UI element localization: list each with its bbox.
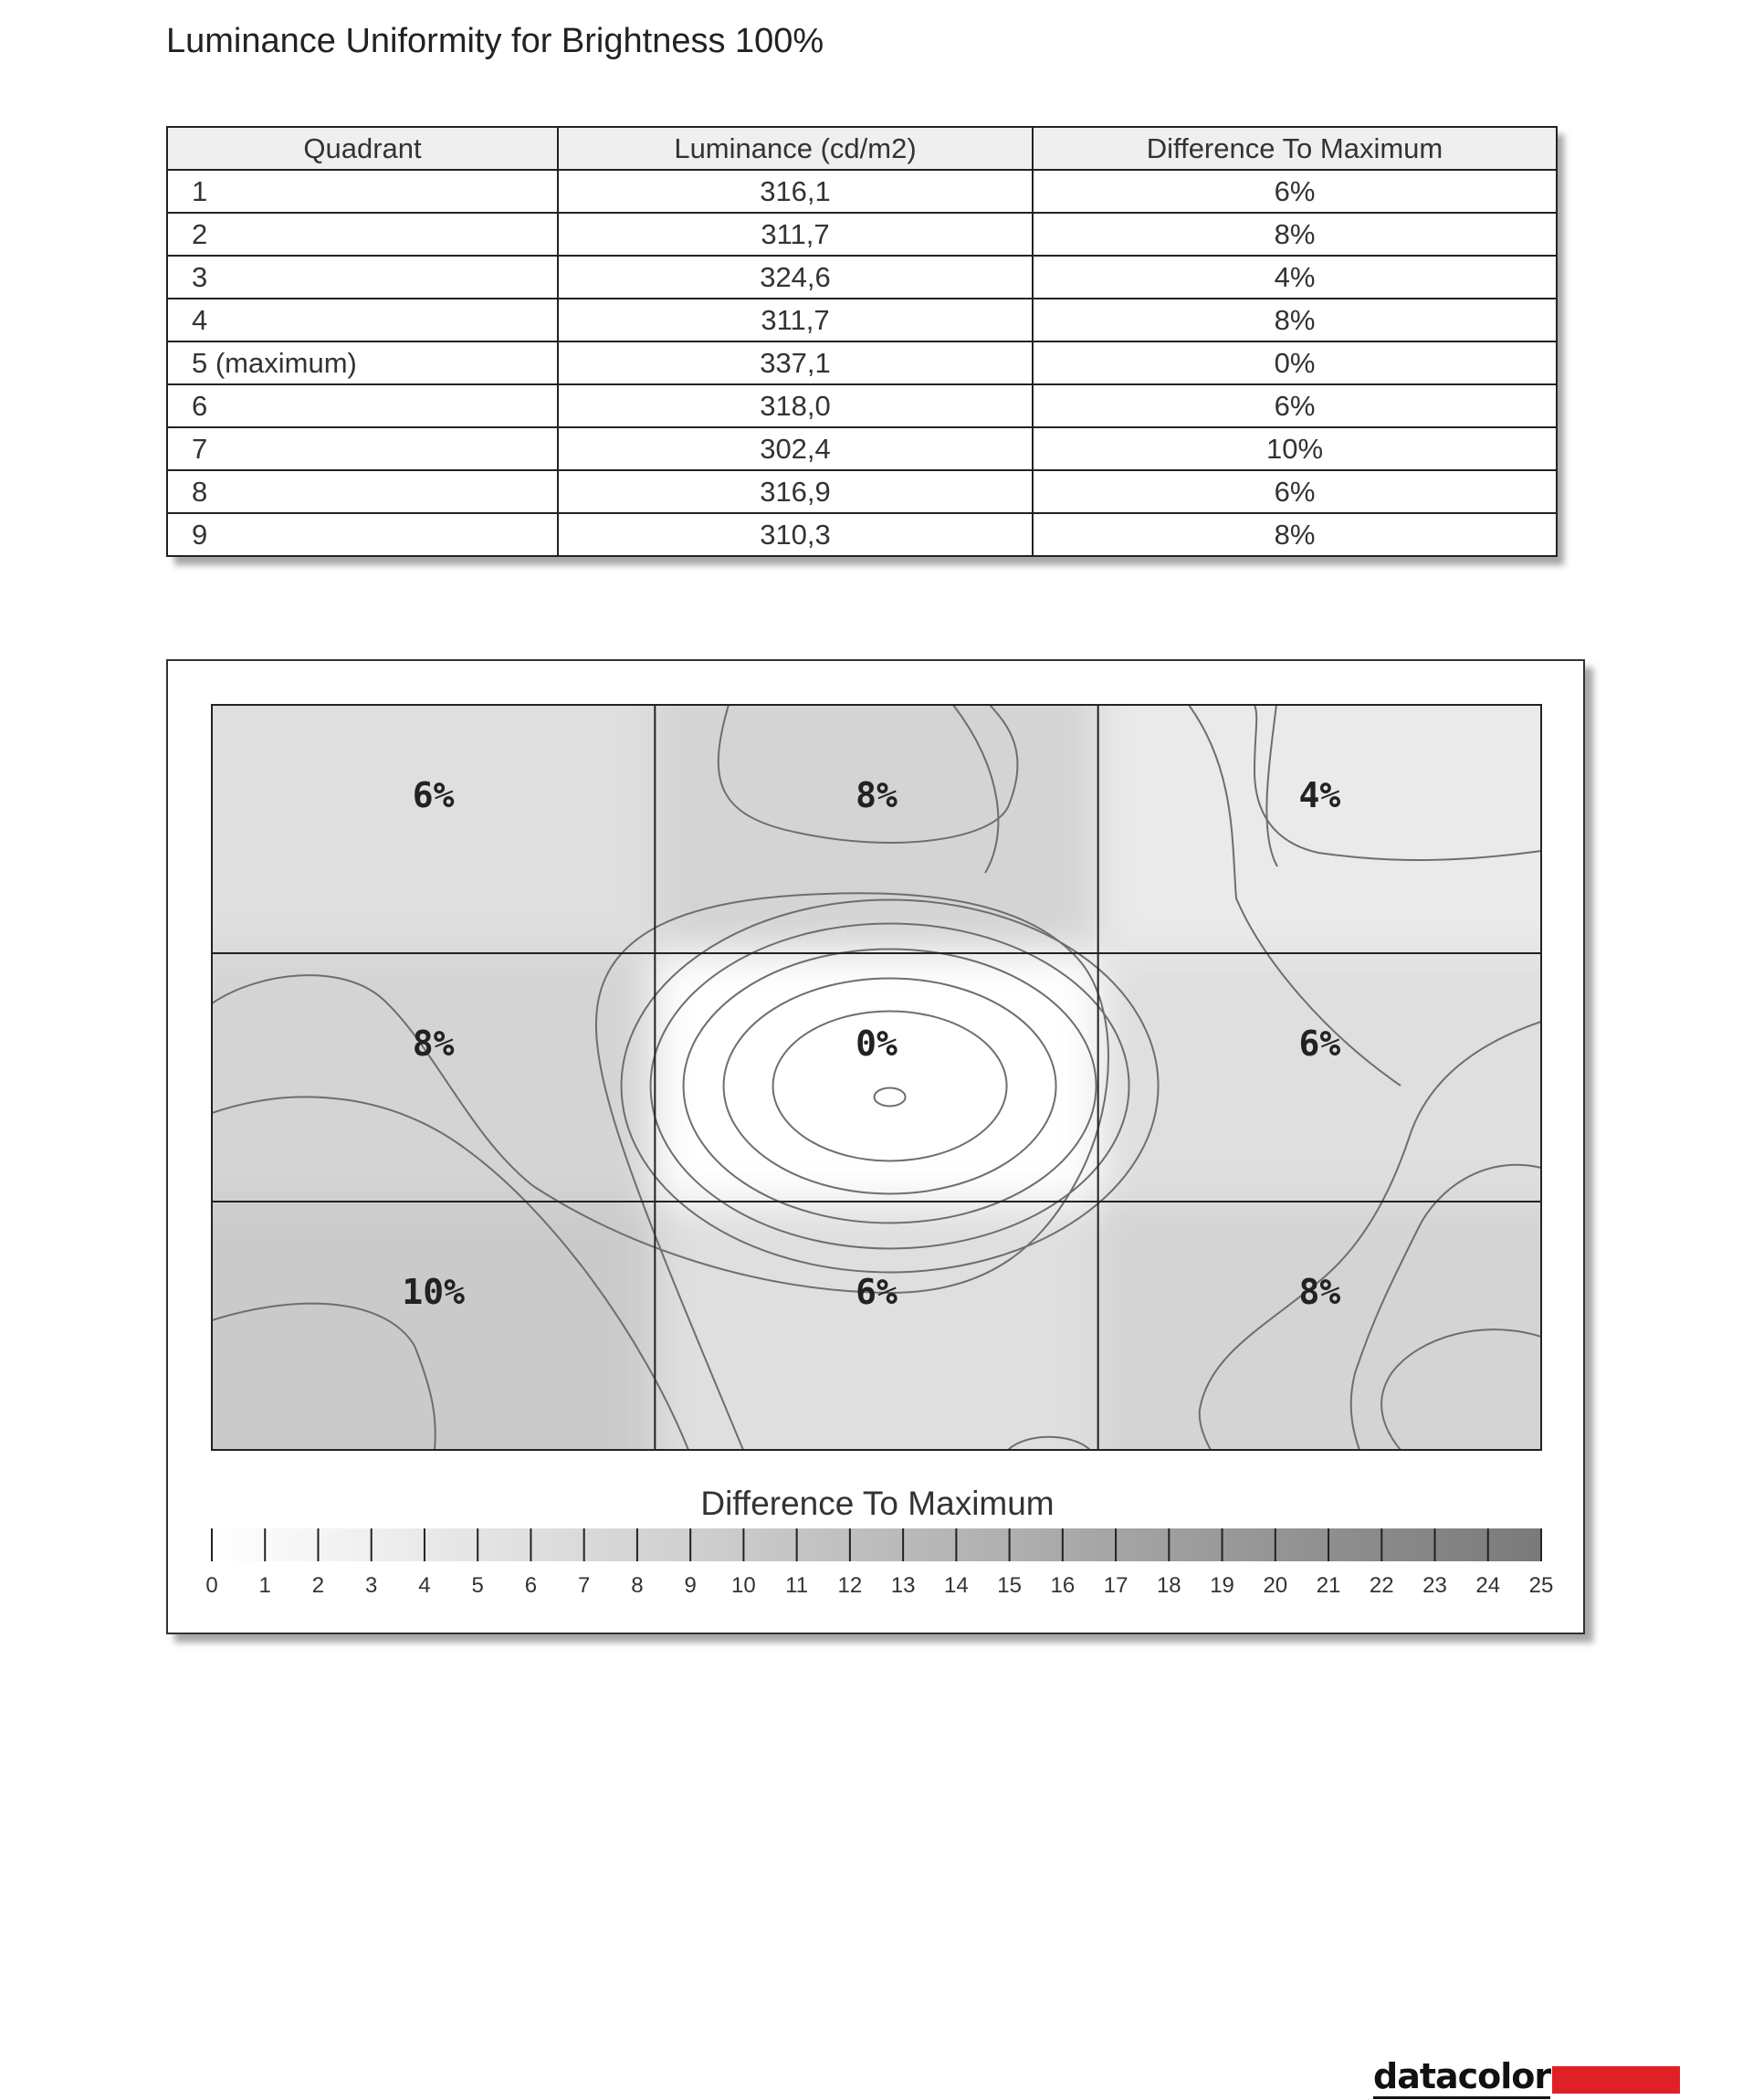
legend-tick-label: 15 [997, 1573, 1022, 1598]
table-row [167, 256, 1557, 299]
table-row [167, 384, 1557, 427]
legend-tick-label: 7 [578, 1573, 591, 1598]
legend-tick-label: 24 [1475, 1573, 1501, 1598]
cell-value-label: 8% [412, 1024, 455, 1064]
uniformity-map-panel [166, 659, 1585, 2096]
cell-difference: 8% [1033, 513, 1557, 556]
legend-tick-label: 2 [311, 1573, 325, 1598]
cell-quadrant: 3 [167, 256, 558, 299]
legend-gradient-bar [212, 1528, 1541, 1561]
logo-red-bar [1552, 2066, 1680, 2094]
table-row [167, 299, 1557, 341]
table-row [167, 341, 1557, 384]
cell-quadrant: 9 [167, 513, 558, 556]
cell-difference: 8% [1033, 299, 1557, 341]
table-row [167, 427, 1557, 470]
legend-tick-label: 16 [1050, 1573, 1076, 1598]
cell-value-label: 6% [856, 1272, 897, 1312]
luminance-table [166, 126, 1558, 557]
legend-tick-label: 6 [524, 1573, 538, 1598]
cell-quadrant: 5 (maximum) [167, 341, 558, 384]
cell-difference: 8% [1033, 213, 1557, 256]
table-row [167, 470, 1557, 513]
heat-cell [168, 953, 655, 1202]
cell-luminance: 316,1 [558, 170, 1033, 213]
cell-luminance: 324,6 [558, 256, 1033, 299]
legend-tick-label: 21 [1316, 1573, 1341, 1598]
cell-value-label: 6% [412, 775, 455, 815]
legend-tick-label: 5 [471, 1573, 484, 1598]
cell-quadrant: 2 [167, 213, 558, 256]
cell-quadrant: 1 [167, 170, 558, 213]
heat-cell [168, 1202, 655, 1505]
cell-luminance: 311,7 [558, 213, 1033, 256]
legend-title: Difference To Maximum [700, 1485, 1055, 1522]
cell-difference: 6% [1033, 470, 1557, 513]
cell-value-label: 8% [1298, 1272, 1341, 1312]
legend-tick-label: 8 [631, 1573, 644, 1598]
cell-luminance: 337,1 [558, 341, 1033, 384]
cell-difference: 4% [1033, 256, 1557, 299]
cell-difference: 6% [1033, 384, 1557, 427]
legend-tick-label: 19 [1210, 1573, 1234, 1598]
legend-tick-label: 1 [258, 1573, 271, 1598]
legend-scale [205, 1528, 1553, 1598]
cell-quadrant: 4 [167, 299, 558, 341]
datacolor-logo [1373, 2054, 1680, 2100]
cell-value-label: 10% [402, 1272, 465, 1312]
luminance-table-wrapper [166, 126, 1556, 557]
cell-quadrant: 7 [167, 427, 558, 470]
cell-value-label: 6% [1298, 1024, 1341, 1064]
header-difference: Difference To Maximum [1033, 127, 1557, 170]
cell-quadrant: 6 [167, 384, 558, 427]
legend-tick-label: 9 [684, 1573, 697, 1598]
legend-tick-label: 20 [1263, 1573, 1288, 1598]
cell-luminance: 302,4 [558, 427, 1033, 470]
cell-difference: 6% [1033, 170, 1557, 213]
cell-value-label: 4% [1298, 775, 1341, 815]
header-quadrant: Quadrant [167, 127, 558, 170]
heat-cell [655, 1202, 1097, 1505]
legend-tick-label: 17 [1103, 1573, 1128, 1598]
cell-quadrant: 8 [167, 470, 558, 513]
table-header-row [167, 127, 1557, 170]
cell-value-label: 8% [856, 775, 897, 815]
legend-tick-label: 3 [365, 1573, 378, 1598]
legend-tick-label: 11 [785, 1573, 809, 1598]
cell-difference: 10% [1033, 427, 1557, 470]
cell-luminance: 318,0 [558, 384, 1033, 427]
table-row [167, 170, 1557, 213]
cell-luminance: 311,7 [558, 299, 1033, 341]
legend-tick-label: 4 [418, 1573, 431, 1598]
header-luminance: Luminance (cd/m2) [558, 127, 1033, 170]
cell-luminance: 316,9 [558, 470, 1033, 513]
legend-tick-label: 13 [890, 1573, 916, 1598]
legend-tick-label: 25 [1528, 1573, 1554, 1598]
cell-difference: 0% [1033, 341, 1557, 384]
logo-text: datacolor [1373, 2056, 1550, 2099]
heat-cell [1098, 1202, 1583, 1505]
cell-value-label: 0% [856, 1024, 897, 1064]
legend-tick-label: 10 [731, 1573, 756, 1598]
table-row [167, 213, 1557, 256]
cell-luminance: 310,3 [558, 513, 1033, 556]
legend-tick-label: 12 [837, 1573, 863, 1598]
legend-tick-label: 23 [1422, 1573, 1447, 1598]
table-row [167, 513, 1557, 556]
legend-tick-label: 0 [205, 1573, 218, 1598]
legend-tick-label: 14 [944, 1573, 969, 1598]
legend-tick-label: 22 [1369, 1573, 1394, 1598]
legend-tick-label: 18 [1156, 1573, 1181, 1598]
page-title: Luminance Uniformity for Brightness 100% [166, 22, 824, 60]
